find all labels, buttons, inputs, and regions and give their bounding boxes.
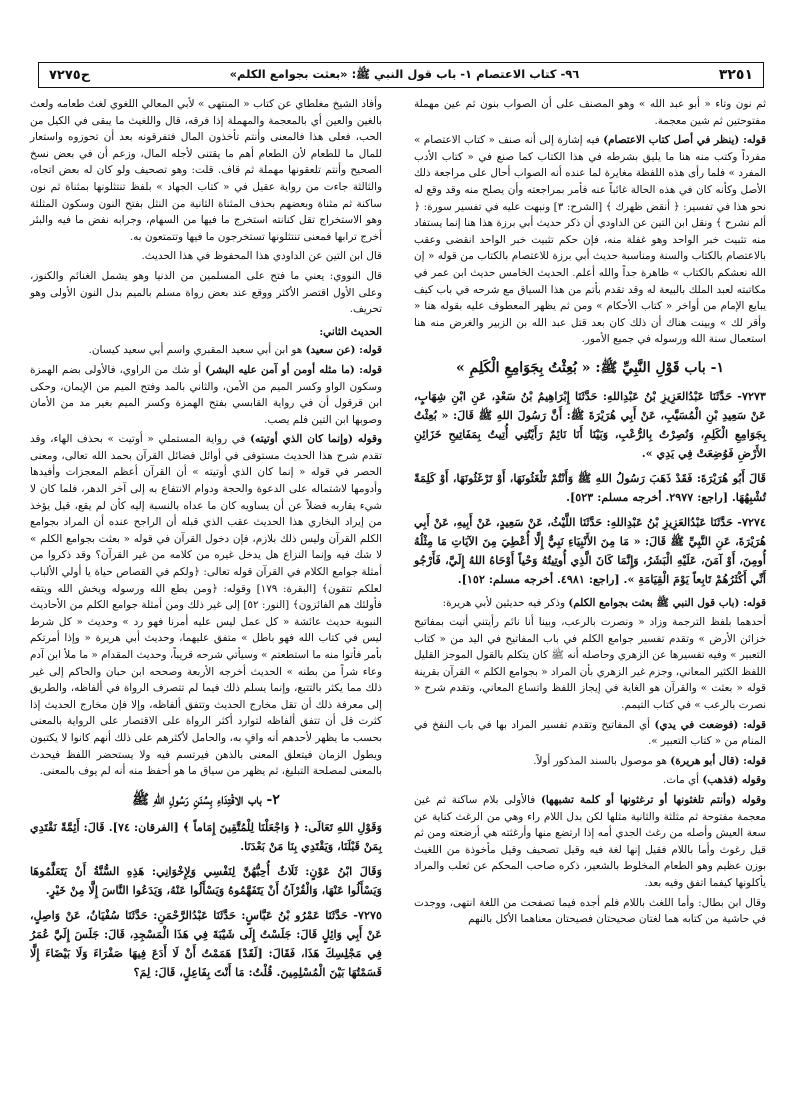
- hadith-text: ٧٢٧٣- حَدَّثَنَا عَبْدُالعَزِيزِ بْنُ عَبْدِاللهِ: حَدَّثَنَا إِبْرَاهِيمُ بْنُ سَعْدٍ، عَنِ ابْنِ شِهَابٍ، عَنْ سَعِيدِ بْنِ الْمُسَيَّبِ، عَنْ أَبِي هُرَيْرَةَ ﷺ: أَنَّ رَسُولَ اللهِ ﷺ قَالَ: « بُعِثْتُ بِجَوَامِعِ الْكَلِمِ، وَنُصِرْتُ بِالرُّعْبِ، وَبَيْنَا أَنَا نَائِمٌ رَأَيْتُنِي أُتِيتُ بِمَفَاتِيحِ خَزَائِنِ الأَرْضِ فَوُضِعَتْ فِي يَدِي ».: [414, 388, 766, 460]
- lead-phrase: قوله: (ينظر في أصل كتاب الاعتصام): [603, 134, 766, 147]
- paragraph: [414, 717, 766, 750]
- lead-phrase: وقوله (فذهب): [702, 774, 766, 787]
- paragraph-text: فيه إشارة إلى أنه صنف « كتاب الاعتصام » مفرداً وكتب منه هنا ما يليق بشرطه في هذا الكتاب كما صنع في « كتاب الأدب المفرد » فلما رأى هذه اللفظة مغايرة لما عنده أنه الصواب أحال على مراجعة ذلك الأصل وكأنه كان في هذه الحالة غائباً عنه فأمر بمراجعته وأن يصلح منه وقد وقع له نحو هذا في تفسير: ﴿ أنقض ظهرك ﴾ [الشرح: ٣] ونبهت عليه في تفسير سورة: ﴿ ألم نشرح ﴾ ونقل ابن التين عن الداودي أن ذكر حديث أبي برزة هذا هنا إنما يستفاد منه تثبيت خبر الواحد وهو غفلة منه، فإن حكم تثبيت خبر الواحد انقضى وعقب بالاعتصام بالكتاب والسنة ومناسبة حديث أبي برزة للاعتصام بالكتاب من قوله « إن الله نعشكم بالكتاب » ظاهرة جداً والله أعلم. الحديث الخامس حديث ابن عمر في مكاتبته لعبد الملك بالبيعة له وقد تقدم بأتم من هذا السياق مع شرحه في باب كيف يبايع الإمام من أواخر « كتاب الأحكام » ومن ثم يظهر المعطوف عليه بقوله هنا « وأقر لك » وبينت هناك أن ذلك كان بعد قتل عبد الله بن الزبير والغرض منه هنا استعمال سنة الله ورسوله في جميع الأمور.: [414, 134, 767, 346]
- paragraph-text: هو ابن أبي سعيد المقبري واسم أبي سعيد كيسان.: [88, 344, 303, 357]
- hadith-text: وَقَوْلِ اللهِ تَعَالَى: ﴿ وَاجْعَلْنَا لِلْمُتَّقِينَ إِمَاماً ﴾ [الفرقان: ٧٤]. قَالَ: أَئِمَّةً نَقْتَدِي بِمَنْ قَبْلَنَا، وَيَقْتَدِي بِنَا مَنْ بَعْدَنَا.: [30, 820, 382, 854]
- hadith-text: قَالَ أَبُو هُرَيْرَةَ: فَقَدْ ذَهَبَ رَسُولُ اللهِ ﷺ وَأَنْتُمْ تَلْغَثُونَهَا، أَوْ تَرْغَثُونَهَا، أَوْ كَلِمَةً تُشْبِهُهَا. [راجع: ٢٩٧٧. أخرجه مسلم: ٥٢٣].: [414, 470, 766, 504]
- hadith-text: ٧٢٧٥- حَدَّثَنَا عَمْرُو بْنُ عَبَّاسٍ: حَدَّثَنَا عَبْدُالرَّحْمَنِ: حَدَّثَنَا سُفْيَانُ، عَنْ وَاصِلٍ، عَنْ أَبِي وَائِلٍ قَالَ: جَلَسْتُ إِلَى شَيْبَةَ فِي هَذَا الْمَسْجِدِ، قَالَ: جَلَسَ إِلَيَّ عُمَرُ فِي مَجْلِسِكَ هَذَا، فَقَالَ: [لَقَدْ] هَمَمْتُ أَنْ لَا أَدَعَ فِيهَا صَفْرَاءَ وَلَا بَيْضَاءَ إِلَّا قَسَمْتُهَا بَيْنَ الْمُسْلِمِينَ. قُلْتُ: مَا أَنْتَ بِفَاعِلٍ، قَالَ: لِمَ؟: [30, 908, 382, 980]
- page-header: [38, 62, 764, 88]
- lead-phrase: قوله: (ما مثله أومن أو آمن عليه البشر): [205, 363, 382, 376]
- chapter-heading: ٢- باب الاقْتِدَاءِ بِسُنَنِ رَسُولِ اللهِ ﷺ: [132, 791, 280, 808]
- right-column: [414, 96, 766, 931]
- page-number: ٣٢٥١: [718, 67, 753, 83]
- paragraph: [414, 595, 766, 612]
- lead-phrase: وقوله (وإنما كان الذي أوتيته): [250, 433, 382, 446]
- paragraph: [30, 431, 382, 779]
- paragraph-text: أي مات.: [662, 774, 700, 787]
- paragraph: [30, 362, 382, 428]
- paragraph-text: أي المفاتيح وتقدم تفسير المراد بها في باب النفخ في المنام من « كتاب التعبير ».: [414, 718, 766, 748]
- hadith-range: ح٧٢٧٥: [49, 67, 91, 83]
- paragraph: وأفاد الشيخ مغلطاي عن كتاب « المنتهى » لأبي المعالي اللغوي لغث طعامه ولعث بالغين والعين أي بالمعجمة والمهملة إذا فرقه، قال واللغيث ما يبقى في الكيل من الحب، فعلى هذا فالمعنى وأنتم تأخذون المال فتفرقونه بعد أن تحوزوه واستعار للمال ما للطعام لأن الطعام أهم ما يقتنى لأجله المال، وزعم أن في بعض نسخ الصحيح وأنتم تلعقونها مهملة ثم قاف. قلت: وهو تصحيف ولو كان له بعض اتجاه، والثالثة جاءت من رواية عقيل في « كتاب الجهاد » بلفظ تنتثلونها بمثناة ثم نون ساكنة ثم مثناة وبعضهم بحذف المثناة الثانية من النثل بفتح النون وسكون المثلثة وهو الاستخراج تقل كنانته استخرج ما فيها من السهام، وجرابه نفض ما فيه والبئر أخرج ترابها فمعنى تنتثلونها تستخرجون ما فيها وتتمتعون به.: [30, 98, 382, 243]
- paragraph: قال ابن التين عن الداودي هذا المحفوظ في هذا الحديث.: [141, 250, 382, 263]
- lead-phrase: قوله: (قال أبو هريرة): [670, 754, 766, 767]
- lead-phrase: قوله: (عن سعيد): [305, 344, 382, 357]
- paragraph-text: في رواية المستملي « أوتيت » بحذف الهاء، وقد تقدم شرح هذا الحديث مستوفى في أوائل فضائل القرآن بحمد الله تعالى، ومعنى الحصر في قوله « إنما كان الذي أوتيته » أن القرآن أعظم المعجزات وأفيدها وأدومها لاشتماله على الدعوة والحجة ودوام الانتفاع به إلى آخر الدهر، فلما كان لا شيء يقاربه فضلاً عن أن يساويه كان ما عداه بالنسبة إليه كأن لم يقع، قيل يؤخذ من إيراد البخاري هذا الحديث عقب الذي قبله أن الراجح عنده أن المراد بجوامع الكلم القرآن وليس ذلك بلازم، فإن دخول القرآن في قوله « بعثت بجوامع الكلم » لا شك فيه وإنما النزاع هل يدخل غيره من كلامه من غير القرآن؟ وقد ذكروا من أمثلة جوامع الكلام في القرآن قوله تعالى: ﴿ولكم في القصاص حياة يا أولي الألباب لعلكم تتقون﴾ [البقرة: ١٧٩] وقوله: ﴿ومن يطع الله ورسوله ويخش الله ويتقه فأولئك هم الفائزون﴾ [النور: ٥٢] إلى غير ذلك ومن أمثلة جوامع الكلم من الأحاديث النبوية حديث عائشة « كل عمل ليس عليه أمرنا فهو رد » وحديث « كل شرط ليس في كتاب الله فهو باطل » متفق عليهما، وحديث أبي هريرة « وإذا أمرتكم بأمر فأتوا منه ما استطعتم » وسيأتي شرحه قريباً، وحديث المقدام « ما ملأ ابن آدم وعاء شراً من بطنه » الحديث أخرجه الأربعة وصححه ابن حبان والحاكم إلى غير ذلك مما يكثر بالتتبع، وإنما يسلم ذلك فيما لم تتصرف الرواة في ألفاظه، والطريق إلى معرفة ذلك أن تقل مخارج الحديث وتتفق ألفاظه، وإلا فإن مخارج الحديث إذا كثرت قل أن تتفق ألفاظه لتوارد أكثر الرواة على الاقتصار على الرواية بالمعنى بحسب ما يظهر لأحدهم أنه وافٍ به، والحامل لأكثرهم على ذلك أنهم كانوا لا يكتبون ويطول الزمان فيتعلق المعنى بالذهن فيرتسم فيه ولا يستحضر اللفظ فيحدث بالمعنى لمصلحة التبليغ، ثم يظهر من سياق ما هو أحفظ منه أنه لم يوف بالمعنى.: [30, 433, 382, 778]
- paragraph: أحدهما بلفظ الترجمة وزاد « ونصرت بالرعب، وبينا أنا نائم رأيتني أتيت بمفاتيح خزائن الأرض » وتقدم تفسير جوامع الكلم في باب المفاتيح في اليد من « كتاب التعبير » وفيه تفسيرها عن الزهري وحاصله أنه ﷺ كان يتكلم بالقول الموجز القليل اللفظ الكثير المعاني، وجزم غير الزهري بأن المراد « بجوامع الكلم » القرآن بقرينة قوله « بعثت » والقرآن هو الغاية في إيجاز اللفظ واتساع المعاني، وتقدم شرح « نصرت بالرعب » في كتاب التيمم.: [414, 616, 766, 712]
- paragraph: [30, 342, 382, 359]
- hadith-text: ٧٢٧٤- حَدَّثَنَا عَبْدُالعَزِيزِ بْنُ عَبْدِاللهِ: حَدَّثَنَا اللَّيْثُ، عَنْ سَعِيدٍ، عَنْ أَبِيهِ، عَنْ أَبِي هُرَيْرَةَ، عَنِ النَّبِيِّ ﷺ قَالَ: « مَا مِنَ الأَنْبِيَاءِ نَبِيٌّ إِلَّا أُعْطِيَ مِنَ الآيَاتِ مَا مِثْلُهُ أُومِنَ، أَوْ آمَنَ، عَلَيْهِ الْبَشَرُ، وَإِنَّمَا كَانَ الَّذِي أُوتِيتُهُ وَحْياً أَوْحَاهُ اللهُ إِلَيَّ، فَأَرْجُو أَنِّي أَكْثَرُهُمْ تَابِعاً يَوْمَ الْقِيَامَةِ ». [راجع: ٤٩٨١. أخرجه مسلم: ١٥٢].: [414, 514, 766, 586]
- lead-phrase: وقوله (وأنتم تلغثونها أو ترغثونها أو كلمة تشبهها): [540, 794, 767, 807]
- paragraph: [414, 772, 766, 789]
- paragraph-text: فالأولى بلام ساكنة ثم غين معجمة مفتوحة ثم مثلثة والثانية مثلها لكن بدل اللام راء وهي من الرغث كناية عن سعة العيش وأصله من رغث الجدي أمه إذا ارتضع منها وأرغثته هي أرضعته ومن ثم قيل رغوث وأما باللام فقيل إنها لغة فيه وقيل تصحيف وقيل مأخوذة من اللغيث بوزن عظيم وهو الطعام المخلوط بالشعير، ذكره صاحب المحكم عن ثعلب والمراد يأكلونها كيفما اتفق وفيه بعد.: [414, 794, 766, 889]
- running-title: ٩٦- كتاب الاعتصام ١- باب قول النبي ﷺ: «بعثت بجوامع الكلم»: [229, 66, 580, 81]
- subheading: الحديث الثاني:: [319, 325, 382, 338]
- lead-phrase: قوله: (فوضعت في يدي): [654, 718, 766, 731]
- paragraph: وقال ابن بطال: وأما اللغث باللام فلم أجده فيما تصفحت من اللغة انتهى، ووجدت في حاشية من كتابه هما لغتان صحيحتان فصيحتان معناهما الأكل بالنهم: [414, 896, 766, 926]
- chapter-heading: ١- باب قَوْلِ النَّبِيِّ ﷺ: « بُعِثْتُ بِجَوَامِعِ الْكَلِمِ »: [456, 359, 724, 376]
- paragraph: [414, 792, 766, 892]
- paragraph-text: هو موصول بالسند المذكور أولاً.: [533, 754, 667, 767]
- hadith-text: وَقَالَ ابْنُ عَوْنٍ: ثَلَاثٌ أُحِبُّهُنَّ لِنَفْسِي وَلِإِخْوَانِي: هَذِهِ السُّنَّةُ أَنْ يَتَعَلَّمُوهَا وَيَسْأَلُوا عَنْهَا، وَالْقُرْآنُ أَنْ يَتَفَهَّمُوهُ وَيَسْأَلُوا عَنْهُ، وَيَدَعُوا النَّاسَ إِلَّا مِنْ خَيْرٍ.: [30, 864, 382, 898]
- paragraph: [414, 132, 766, 348]
- paragraph: [414, 753, 766, 770]
- paragraph-text: وذكر فيه حديثين لأبي هريرة:: [442, 596, 566, 609]
- left-column: [30, 96, 382, 988]
- paragraph-text: أو شك من الراوي، فالأولى بضم الهمزة وسكون الواو وكسر الميم من الأمن، والثاني بالمد وفتح الميم من الإيمان، وحكى ابن قرقول أن في رواية القابسي بفتح الهمزة وكسر الميم بغير مد من الأمان وصوبها ابن التين فلم يصب.: [30, 363, 382, 426]
- paragraph: قال النووي: يعني ما فتح على المسلمين من الدنيا وهو يشمل الغنائم والكنوز، وعلى الأول اقتصر الأكثر ووقع عند بعض رواة مسلم بالميم بدل النون الأولى وهو تحريف.: [30, 269, 382, 316]
- paragraph: ثم نون وتاء « أبو عبد الله » وهو المصنف على أن الصواب بنون ثم عين مهملة مفتوحتين ثم شين معجمة.: [414, 98, 766, 127]
- lead-phrase: قوله: (باب قول النبي ﷺ بعثت بجوامع الكلم): [568, 596, 766, 609]
